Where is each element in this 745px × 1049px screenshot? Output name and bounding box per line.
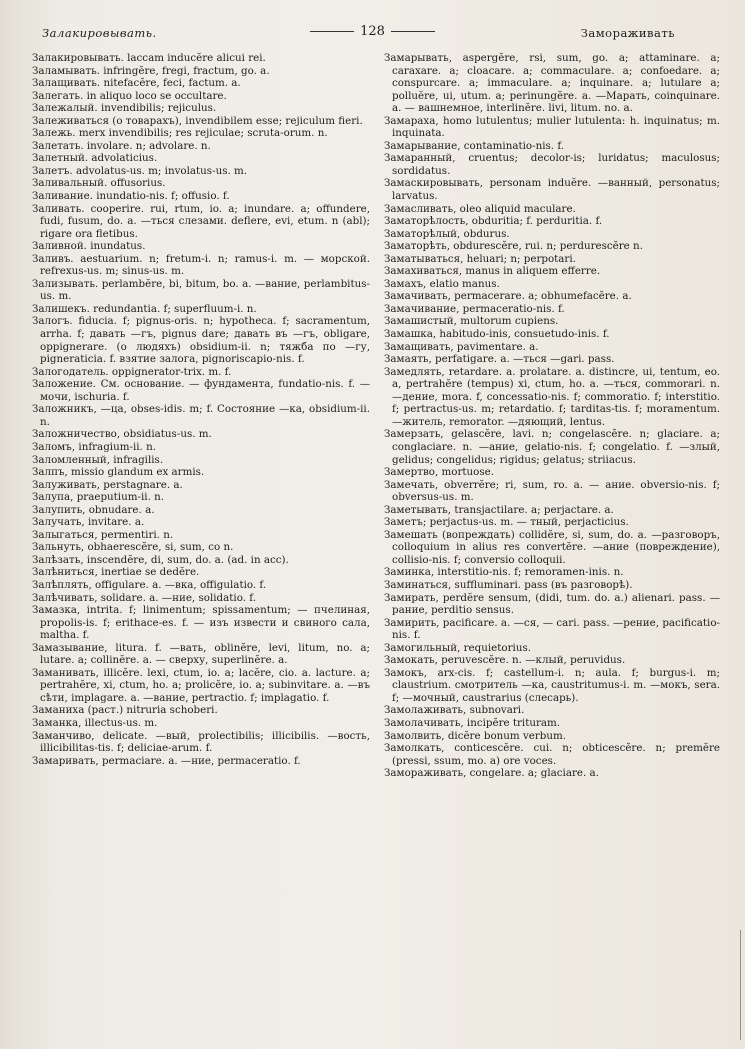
dictionary-entry: Залѣзать, inscendĕre, di, sum, do. a. (ad. in acc). [32, 553, 289, 566]
dictionary-entry: Заматорѣлый, obdurus. [384, 227, 510, 240]
dictionary-entry: Заливание. inundatio-nis. f; offusio. f. [32, 190, 230, 203]
dictionary-entry: Залыгаться, permentiri. n. [32, 528, 174, 541]
dictionary-entry: Замаскировывать, personam induĕre. —ванный, personatus; larvatus. [384, 177, 720, 203]
dictionary-entry: Заманка, illectus-us. m. [32, 716, 158, 729]
right-column [384, 52, 720, 1037]
dictionary-entry: Залеживаться (о товарахъ), invendibilem esse; rejiculum fieri. [32, 114, 363, 127]
dictionary-entry: Залѣниться, inertiae se dedĕre. [32, 566, 200, 579]
page-number: 128 [360, 24, 385, 39]
dictionary-entry: Замарывать, aspergĕre, rsi, sum, go. a; attaminare. a; caraxare. a; cloacare. a; commaculare. a; confoedare. a; conspurcare. a; immaculare. a; inquinare. a; lutulare a; polluĕre, ui, utum. a; perinungĕre. a. —Марать, coinquinare. a. — вашнемное, interlinĕre. livi, litum. no. a. [384, 52, 720, 115]
dictionary-entry: Замокъ, arx-cis. f; castellum-i. n; aula. f; burgus-i. m; claustrium. смотритель —ка, caustritumus-i. m. —мокъ, sera. f; —мочный, caustrarius (слесарь). [384, 666, 720, 704]
dictionary-entry: Залащивать. nitefacĕre, feci, factum. a. [32, 77, 241, 90]
dictionary-entry: Замирать, perdĕre sensum, (didi, tum. do. a.) alienari. pass. —рание, perditio sensus. [384, 591, 720, 617]
running-head-right: Замораживать [580, 26, 675, 40]
dictionary-entry: Заливъ. aestuarium. n; fretum-i. n; ramus-i. m. — морской. refrexus-us. m; sinus-us. m. [32, 252, 370, 278]
dictionary-entry: Залогодатель. oppignerator-trix. m. f. [32, 365, 232, 378]
dictionary-entry: Заманчиво, delicate. —вый, prolectibilis; illicibilis. —вость, illicibilitas-tis. f; deliciae-arum. f. [32, 729, 370, 755]
dictionary-entry: Замолвить, dicĕre bonum verbum. [384, 729, 567, 742]
dictionary-entry: Залетный. advolaticius. [32, 152, 158, 165]
dictionary-entry: Заманивать, illicĕre. lexi, ctum, io. a; lacĕre, cio. a. lacture. a; pertrahĕre, xi, ctum, ho. a; prolicĕre, io. a; subinvitare. a. —въ сѣти, implagare. a. —вание, pertractio. f; implagatio. f. [32, 666, 370, 704]
dictionary-entry: Замасливать, oleo aliquid maculare. [384, 202, 576, 215]
dictionary-entry: Заматорѣть, obdurescĕre, rui. n; perdurescĕre n. [384, 240, 643, 253]
page-edge-line [740, 930, 741, 1040]
dictionary-entry: Замазка, intrita. f; linimentum; spissamentum; — пчелиная, propolis-is. f; erithace-es. f. — изъ извести и свиного сала, maltha. f. [32, 604, 370, 642]
dictionary-entry: Залѣплять, offigulare. a. —вка, offigulatio. f. [32, 578, 267, 591]
page-header [30, 24, 715, 46]
dictionary-entry: Замазывание, litura. f. —вать, oblinĕre, levi, litum, no. a; lutare. a; collinĕre. a. — сверху, superlinĕre. a. [32, 641, 370, 667]
left-column [32, 52, 370, 1037]
dictionary-entry: Замараха, homo lutulentus; mulier lutulenta: h. inquinatus; m. inquinata. [384, 114, 720, 140]
dictionary-entry: Заливальный. offusorius. [32, 177, 166, 190]
dictionary-entry: Залегать. in aliquo loco se occultare. [32, 89, 227, 102]
dictionary-entry: Залежь. merx invendibilis; res rejiculae; scruta-orum. n. [32, 127, 328, 140]
dictionary-entry: Заметывать, transjactilare. a; perjactare. a. [384, 503, 614, 516]
dictionary-entry: Залежалый. invendibilis; rejiculus. [32, 102, 217, 115]
dictionary-entry: Залакировывать. laccam inducĕre alicui rei. [32, 52, 266, 64]
dictionary-entry: Зализывать. perlambĕre, bi, bitum, bo. a. —вание, perlambitus-us. m. [32, 277, 370, 303]
dictionary-entry: Заминаться, suffluminari. pass (въ разговорѣ). [384, 578, 633, 591]
dictionary-entry: Замечать, obverrĕre; ri, sum, ro. a. — ание. obversio-nis. f; obversus-us. m. [384, 478, 720, 504]
dictionary-entry: Замертво, mortuose. [384, 466, 494, 479]
dictionary-entry: Замаранный, cruentus; decolor-is; luridatus; maculosus; sordidatus. [384, 152, 720, 177]
dictionary-entry: Замащивать, pavimentare. a. [384, 340, 539, 353]
dictionary-entry: Заложничество, obsidiatus-us. m. [32, 428, 212, 441]
dictionary-entry: Заложникъ, —ца, obses-idis. m; f. Состояние —ка, obsidium-ii. n. [32, 403, 370, 428]
dictionary-entry: Залишекъ. redundantia. f; superfluum-i. n. [32, 302, 257, 315]
dictionary-entry: Замашистый, multorum cupiens. [384, 315, 559, 328]
dictionary-entry: Замаривать, permaciare. a. —ние, permaceratio. f. [32, 754, 301, 767]
dictionary-entry: Залупить, obnudare. a. [32, 503, 155, 516]
running-head-left: Залакировывать. [42, 26, 157, 40]
dictionary-entry: Замерзать, gelascĕre, lavi. n; congelascĕre. n; glaciare. a; conglaciare. n. —ание, gelatio-nis. f; congelatio. f. —злый, gelidus; congelidus; rigidus; gelatus; striiacus. [384, 428, 720, 466]
dictionary-entry: Замахиваться, manus in aliquem efferre. [384, 265, 601, 278]
dictionary-entry: Замолкать, conticescĕre. cui. n; obticescĕre. n; premĕre (pressi, ssum, mo. a) ore voces. [384, 742, 720, 767]
dictionary-entry: Залогъ. fiducia. f; pignus-oris. n; hypotheca. f; sacramentum, arrha. f; давать —гъ, pignus dare; давать въ —гъ, obligare, oppignerare. (о людяхъ) obsidium-ii. n; тяжба по —гу, pigneraticia. f. взятие залога, pignoriscapio-nis. f. [32, 315, 370, 366]
dictionary-entry: Замарывание, contaminatio-nis. f. [384, 139, 565, 152]
dictionary-entry: Заминка, interstitio-nis. f; remoramen-inis. n. [384, 566, 624, 579]
dictionary-entry: Залѣчивать, solidare. a. —ние, solidatio. f. [32, 591, 256, 604]
dictionary-entry: Заложение. См. основание. — фундамента, fundatio-nis. f. — мочи, ischuria. f. [32, 378, 370, 403]
dictionary-entry: Заливать. cooperire. rui, rtum, io. a; inundare. a; offundere, fudi, fusum, do. a. —ться слезами. deflere, evi, etum. n (abl); rigare ora fletibus. [32, 202, 370, 240]
dictionary-entry: Заматываться, heluari; n; perpotari. [384, 252, 576, 265]
text-columns [32, 52, 720, 1037]
dictionary-entry: Замолачивать, incipĕre trituram. [384, 716, 561, 729]
dictionary-entry: Замирить, pacificare. a. —ся, — cari. pass. —рение, pacificatio-nis. f. [384, 616, 720, 642]
dictionary-entry: Заматорѣлость, obduritia; f. perduritia. f. [384, 215, 603, 228]
dictionary-entry: Заломъ, infragium-ii. n. [32, 440, 156, 453]
dictionary-entry: Замашка, habitudo-inis, consuetudo-inis. f. [384, 328, 610, 341]
dictionary-entry: Замахъ, elatio manus. [384, 277, 500, 290]
dictionary-entry: Залетать. involare. n; advolare. n. [32, 139, 211, 152]
dictionary-entry: Заломленный, infragilis. [32, 453, 164, 466]
dictionary-entry: Залуживать, perstagnare. a. [32, 478, 183, 491]
header-rule-left [310, 31, 354, 32]
dictionary-entry: Зальнуть, obhaerescĕre, si, sum, со n. [32, 541, 234, 554]
dictionary-entry: Замачивание, permaceratio-nis. f. [384, 302, 565, 315]
dictionary-entry: Заманиха (раст.) nitruria schoberi. [32, 704, 218, 717]
dictionary-entry: Залучать, invitare. a. [32, 516, 145, 529]
dictionary-entry: Замачивать, permacerare. a; obhumefacĕre. a. [384, 290, 632, 303]
dictionary-entry: Замокать, peruvescĕre. n. —клый, peruvidus. [384, 654, 626, 667]
dictionary-entry: Замораживать, congelare. a; glaciare. a. [384, 767, 599, 780]
dictionary-entry: Замедлять, retardare. a. prolatare. a. distincre, ui, tentum, eo. a, pertrahĕre (tempus) xi, ctum, ho. a. —ться, commorari. n. —дение, mora. f, concessatio-nis. f; commoratio. f; interstitio. f; pertractus-us. m; retardatio. f; tarditas-tis. f; moramentum. —житель, remorator. —дяющий, lentus. [384, 365, 720, 428]
dictionary-entry: Замаять, perfatigare. a. —ться —gari. pass. [384, 353, 615, 366]
dictionary-entry: Заметъ; perjactus-us. m. — тный, perjacticius. [384, 516, 629, 529]
dictionary-entry: Замешать (вопреждать) collidĕre, si, sum, do. a. —разговоръ, colloquium in alius res convertĕre. —ание (повреждение), collisio-nis. f; conversio colloquii. [384, 528, 720, 566]
dictionary-entry: Залупа, praeputium-ii. n. [32, 491, 165, 504]
header-rule-right [391, 31, 435, 32]
dictionary-entry: Залетъ. advolatus-us. m; involatus-us. m. [32, 164, 248, 177]
dictionary-entry: Замогильный, requietorius. [384, 641, 532, 654]
dictionary-entry: Заламывать. infringĕre, fregi, fractum, go. a. [32, 64, 270, 77]
dictionary-entry: Замолаживать, subnovari. [384, 704, 525, 717]
dictionary-entry: Заливной. inundatus. [32, 240, 146, 253]
dictionary-entry: Залпъ, missio glandum ex armis. [32, 466, 205, 479]
